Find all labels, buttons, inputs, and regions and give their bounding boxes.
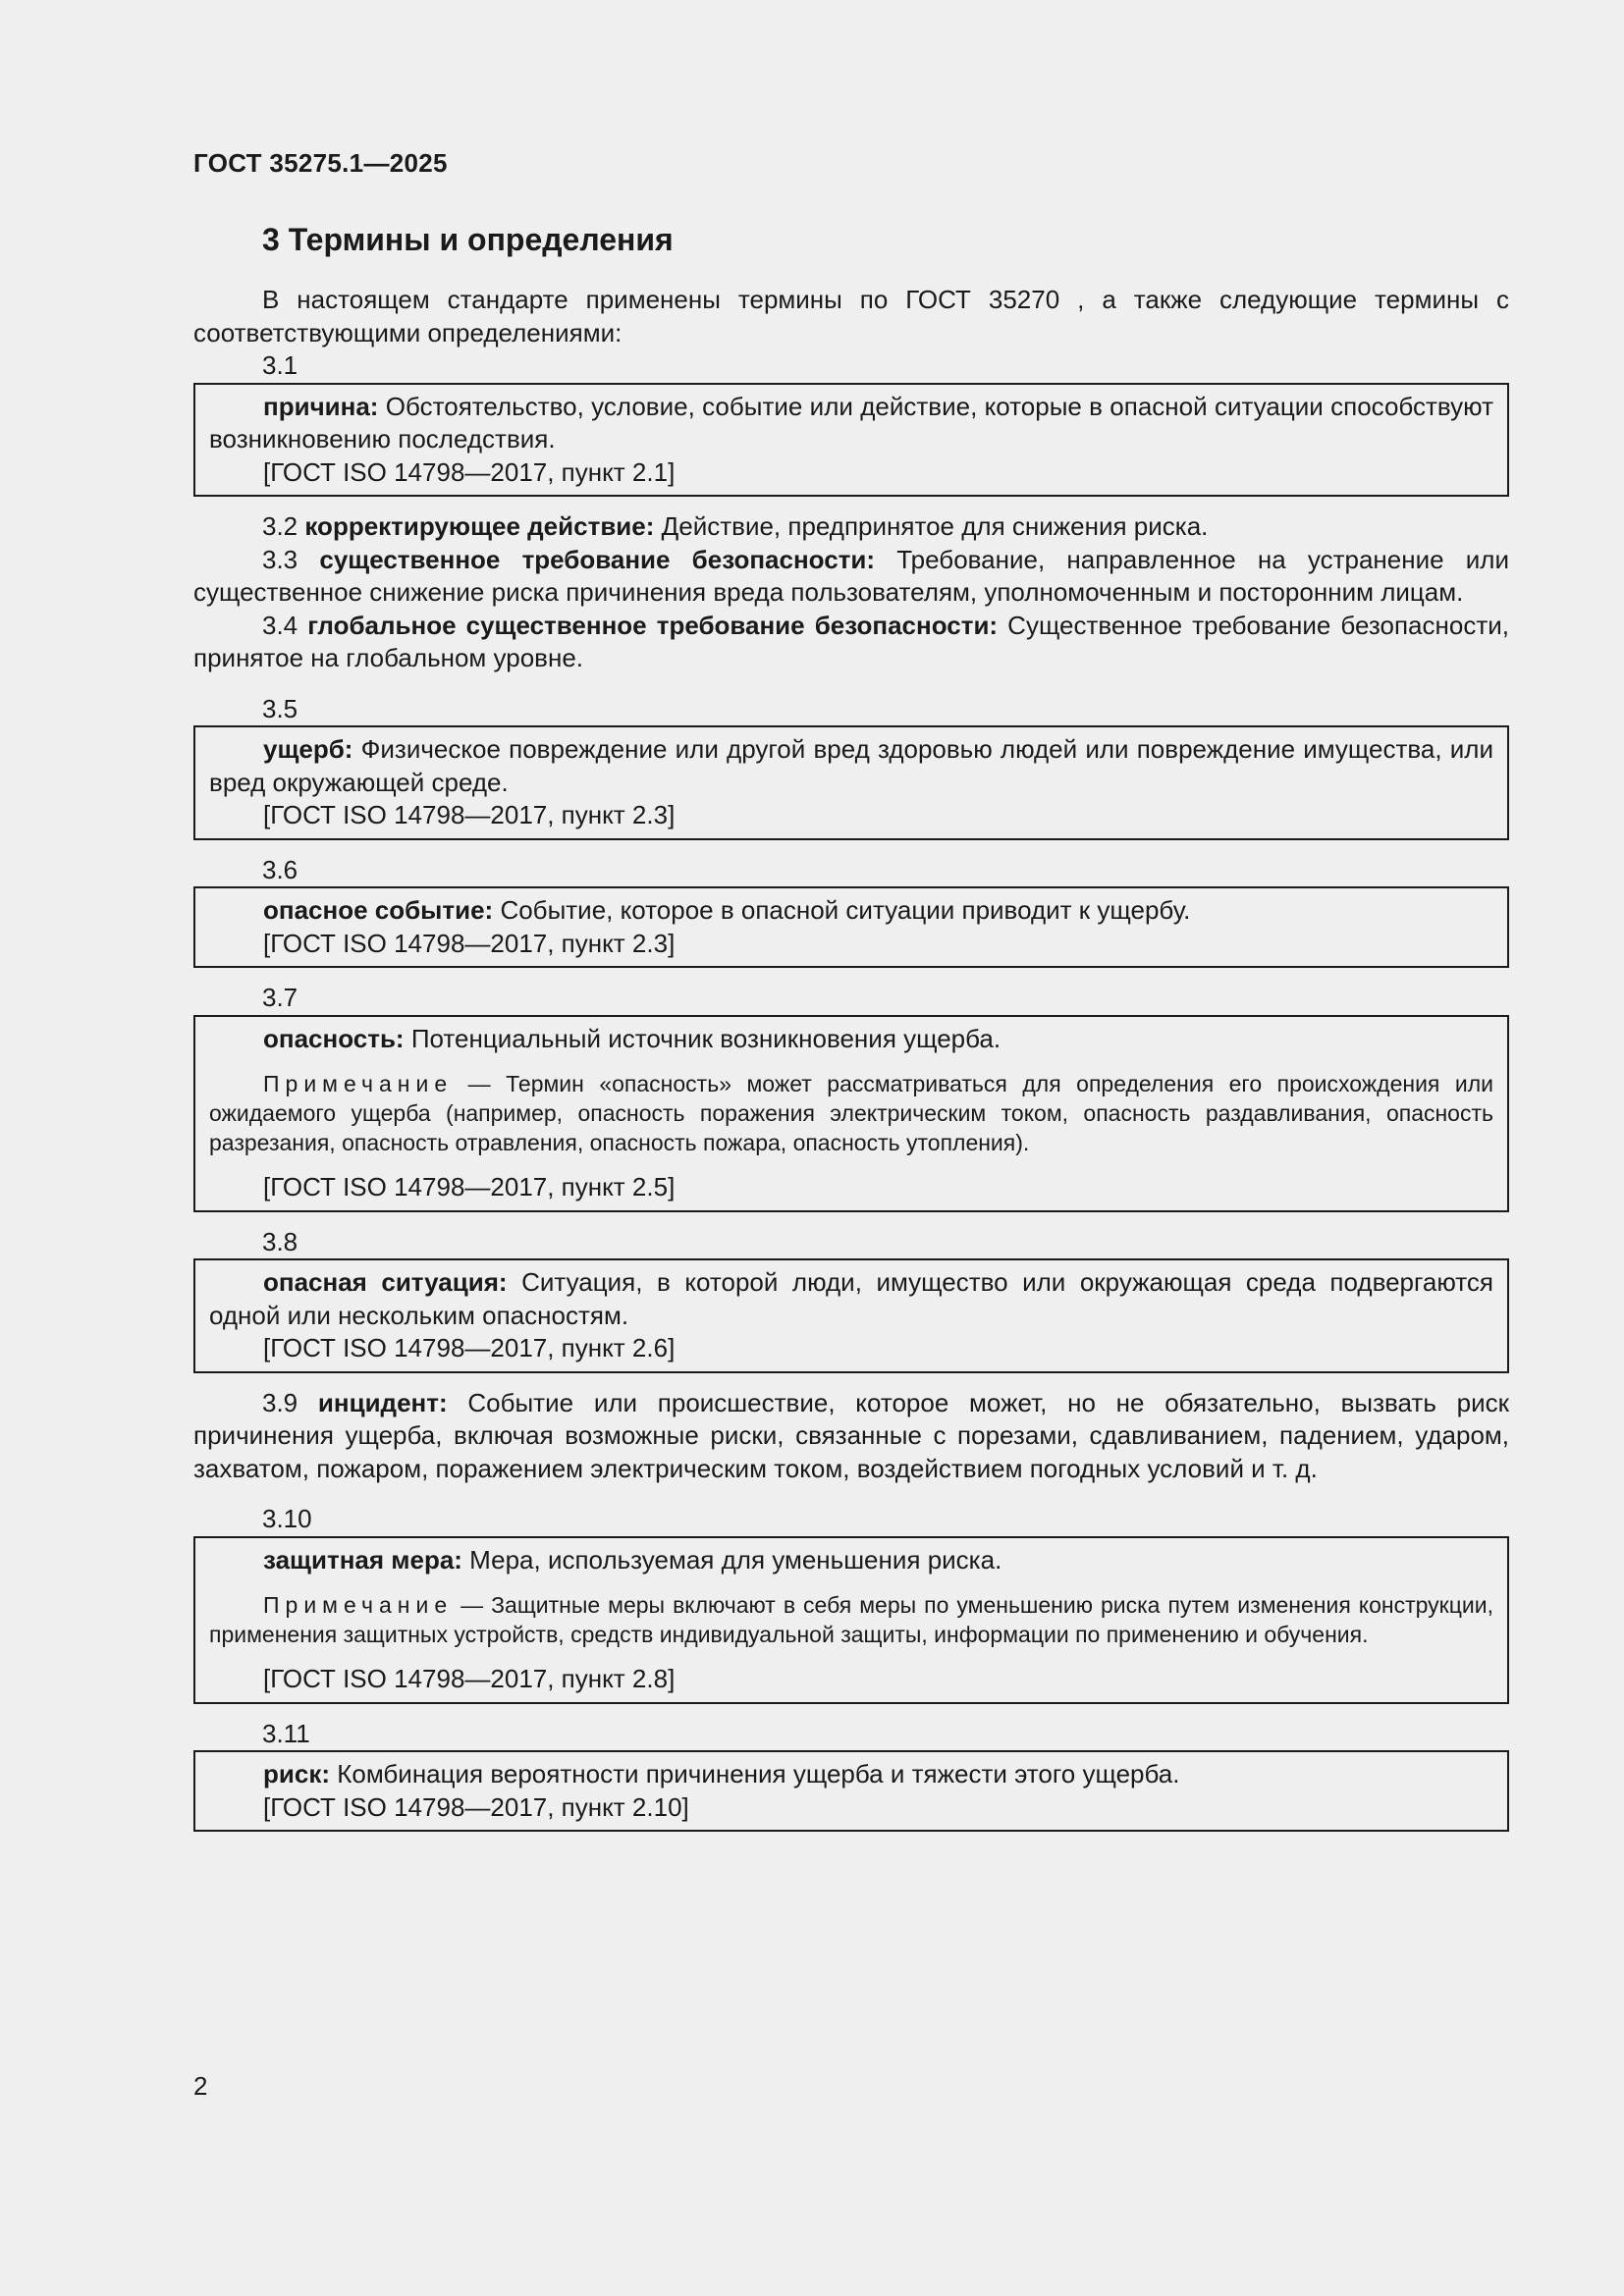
term-box-harm — [193, 725, 1509, 840]
term-note — [209, 1069, 1493, 1157]
note-label: Примечание — [263, 1071, 454, 1096]
term-number: 3.4 — [262, 610, 298, 640]
term-source: [ГОСТ ISO 14798—2017, пункт 2.5] — [263, 1172, 676, 1201]
term-source: [ГОСТ ISO 14798—2017, пункт 2.8] — [263, 1664, 676, 1693]
term-name: опасность: — [263, 1023, 405, 1053]
term-definition — [209, 894, 1493, 928]
term-box-protective-measure — [193, 1536, 1509, 1704]
term-number: 3.10 — [262, 1504, 312, 1533]
term-definition-global-essential-safety-requirement — [193, 610, 1509, 675]
term-box-hazardous-situation — [193, 1258, 1509, 1373]
document-id-header: ГОСТ 35275.1—2025 — [193, 148, 448, 178]
term-definition-incident — [193, 1387, 1509, 1486]
term-name: опасная ситуация: — [263, 1267, 508, 1297]
note-label: Примечание — [263, 1592, 454, 1618]
term-number: 3.7 — [262, 983, 298, 1012]
term-source: [ГОСТ ISO 14798—2017, пункт 2.3] — [263, 928, 676, 958]
term-source: [ГОСТ ISO 14798—2017, пункт 2.3] — [263, 800, 676, 829]
term-text: Требование, направленное на устранение или существенное снижение риска причинения вреда пользователям, уполномоченным и посторонним лицам. — [193, 544, 1509, 607]
term-number: 3.5 — [262, 693, 298, 723]
term-name: риск: — [263, 1759, 330, 1789]
term-definition — [209, 391, 1493, 456]
term-text: Обстоятельство, условие, событие или действие, которые в опасной ситуации способствуют возникновению последствия. — [209, 391, 1493, 454]
intro-paragraph: В настоящем стандарте применены термины по ГОСТ 35270 , а также следующие термины с соответствующими определениями: — [193, 285, 1509, 347]
term-source: [ГОСТ ISO 14798—2017, пункт 2.10] — [263, 1791, 689, 1822]
term-name: глобальное существенное требование безопасности: — [307, 610, 999, 640]
term-text: Существенное требование безопасности, принятое на глобальном уровне. — [193, 610, 1509, 672]
term-name: ущерб: — [263, 734, 353, 764]
term-number: 3.2 — [262, 511, 298, 541]
term-source: [ГОСТ ISO 14798—2017, пункт 2.6] — [263, 1333, 676, 1362]
term-box-hazard — [193, 1015, 1509, 1212]
document-body — [193, 220, 1509, 1845]
term-number: 3.1 — [262, 350, 298, 380]
note-text: — Термин «опасность» может рассматриваться для определения его происхождения или ожидаемого ущерба (например, опасность поражения электрическим током, опасность раздавливания, опасность разрезания, опасность отравления, опасность пожара, опасность утопления). — [209, 1071, 1493, 1155]
term-source: [ГОСТ ISO 14798—2017, пункт 2.1] — [263, 456, 676, 487]
term-number: 3.8 — [262, 1226, 298, 1256]
term-name: корректирующее действие: — [304, 511, 655, 541]
term-name: защитная мера: — [263, 1544, 462, 1575]
term-name: инцидент: — [317, 1387, 448, 1417]
term-definition — [209, 1758, 1493, 1791]
term-definition — [209, 1266, 1493, 1332]
term-name: причина: — [263, 391, 379, 421]
term-text: Ситуация, в которой люди, имущество или окружающая среда подвергаются одной или нескольким опасностям. — [209, 1267, 1493, 1330]
term-definition — [209, 1023, 1493, 1056]
term-number: 3.6 — [262, 854, 298, 884]
term-box-risk — [193, 1750, 1509, 1832]
term-text: Физическое повреждение или другой вред здоровью людей или повреждение имущества, или вред окружающей среде. — [209, 734, 1493, 797]
term-text: Комбинация вероятности причинения ущерба и тяжести этого ущерба. — [330, 1759, 1180, 1789]
term-note — [209, 1590, 1493, 1649]
term-name: опасное событие: — [263, 895, 494, 925]
term-number: 3.9 — [262, 1387, 298, 1417]
term-box-hazardous-event — [193, 886, 1509, 968]
term-text: Действие, предпринятое для снижения риска. — [654, 511, 1209, 541]
term-definition — [209, 1544, 1493, 1577]
term-number: 3.11 — [262, 1718, 310, 1748]
page-number: 2 — [193, 2071, 208, 2101]
term-definition-corrective-action — [193, 510, 1509, 544]
section-title: 3 Термины и определения — [262, 222, 674, 257]
term-text: Событие, которое в опасной ситуации приводит к ущербу. — [493, 895, 1191, 925]
term-number: 3.3 — [262, 544, 298, 574]
term-name: существенное требование безопасности: — [319, 544, 876, 574]
term-text: Событие или происшествие, которое может, но не обязательно, вызвать риск причинения ущерба, включая возможные риски, связанные с порезами, сдавливанием, падением, ударом, захватом, пожаром, поражением электрическим током, воздействием погодных условий и т. д. — [193, 1387, 1509, 1483]
term-box-cause — [193, 383, 1509, 498]
term-definition — [209, 733, 1493, 799]
term-definition-essential-safety-requirement — [193, 544, 1509, 610]
note-text: — Защитные меры включают в себя меры по уменьшению риска путем изменения конструкции, применения защитных устройств, средств индивидуальной защиты, информации по применению и обучения. — [209, 1592, 1493, 1647]
term-text: Потенциальный источник возникновения ущерба. — [404, 1023, 1001, 1053]
term-text: Мера, используемая для уменьшения риска. — [461, 1544, 1002, 1575]
